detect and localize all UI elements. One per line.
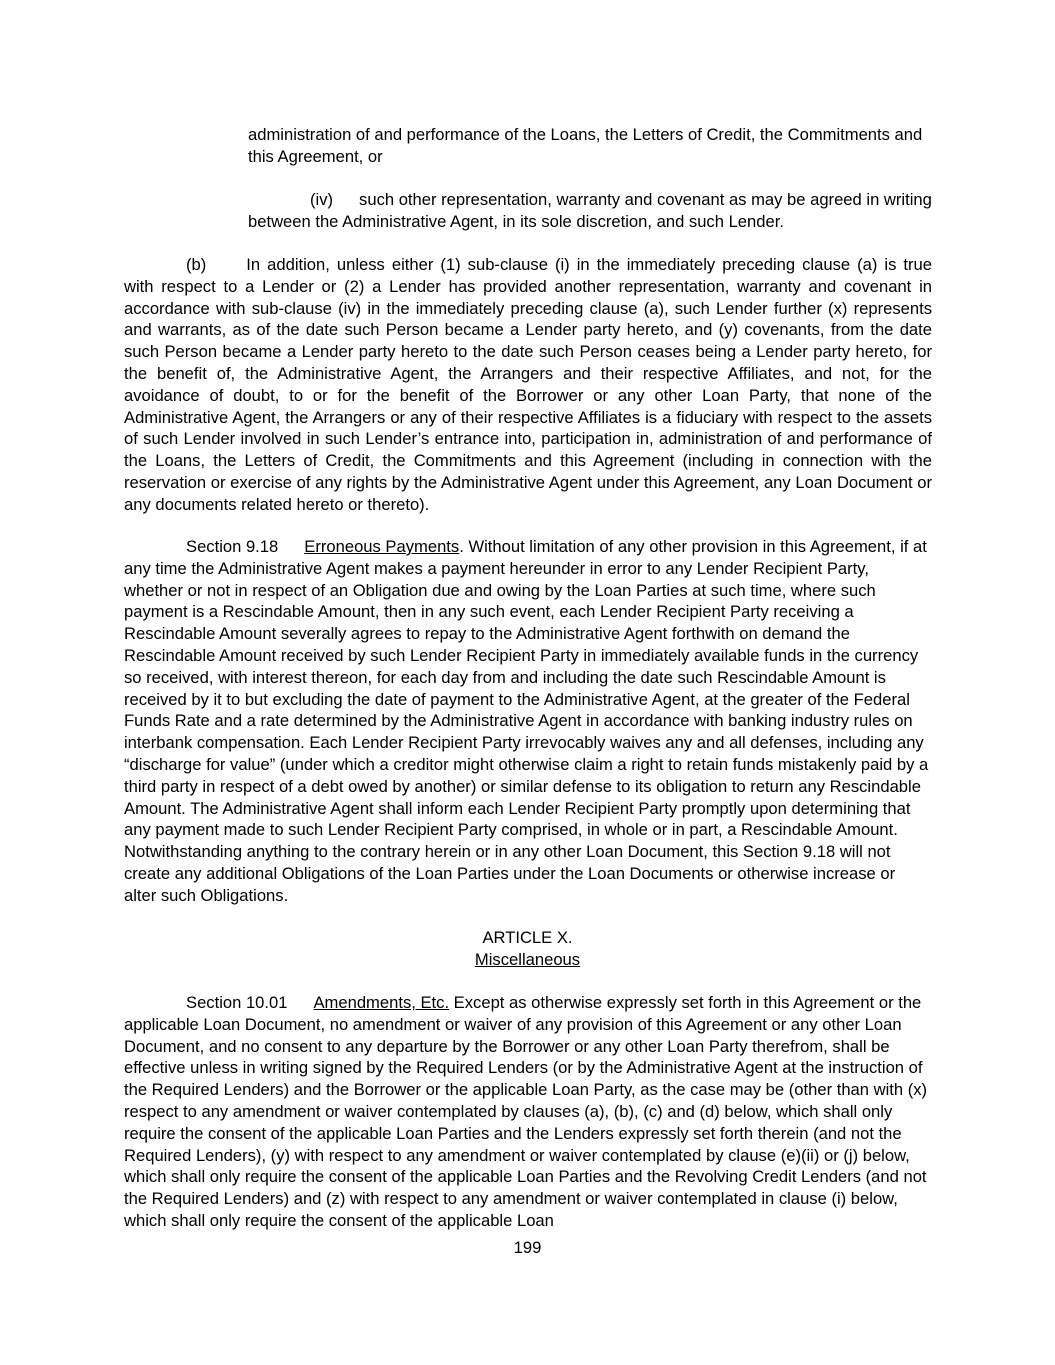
article-subtitle <box>0 949 1055 971</box>
section-10-01-number: Section 10.01 <box>186 993 288 1012</box>
clause-iv-label: (iv) <box>310 190 334 209</box>
section-9-18-paragraph <box>124 536 932 907</box>
section-9-18-number: Section 9.18 <box>186 537 279 556</box>
section-9-18-text: . Without limitation of any other provision in this Agreement, if at any time the Administrative Agent makes a payment hereunder in error to any Lender Recipient Party, whether or not in respect of an Obligation due and owing by the Loan Parties at such time, where such payment is a Rescindable Amount, then in any such event, each Lender Recipient Party receiving a Rescindable Amount severally agrees to repay to the Administrative Agent forthwith on demand the Rescindable Amount received by such Lender Recipient Party in immediately available funds in the currency so received, with interest thereon, for each day from and including the date such Rescindable Amount is received by it to but excluding the date of payment to the Administrative Agent, at the greater of the Federal Funds Rate and a rate determined by the Administrative Agent in accordance with banking industry rules on interbank compensation. Each Lender Recipient Party irrevocably waives any and all defenses, including any “discharge for value” (under which a creditor might otherwise claim a right to retain funds mistakenly paid by a third party in respect of a debt owed by another) or similar defense to its obligation to return any Rescindable Amount. The Administrative Agent shall inform each Lender Recipient Party promptly upon determining that any payment made to such Lender Recipient Party comprised, in whole or in part, a Rescindable Amount. Notwithstanding anything to the contrary herein or in any other Loan Document, this Section 9.18 will not create any additional Obligations of the Loan Parties under the Loan Documents or otherwise increase or alter such Obligations. <box>124 537 929 905</box>
clause-b-text: In addition, unless either (1) sub-clause (i) in the immediately preceding clause (a) is true with respect to a Lender or (2) a Lender has provided another representation, warranty and covenant in accordance with sub-clause (iv) in the immediately preceding clause (a), such Lender further (x) represents and warrants, as of the date such Person became a Lender party hereto, and (y) covenants, from the date such Person became a Lender party hereto to the date such Person ceases being a Lender party hereto, for the benefit of, the Administrative Agent, the Arrangers and their respective Affiliates, and not, for the avoidance of doubt, to or for the benefit of the Borrower or any other Loan Party, that none of the Administrative Agent, the Arrangers or any of their respective Affiliates is a fiduciary with respect to the assets of such Lender involved in such Lender’s entrance into, participation in, administration of and performance of the Loans, the Letters of Credit, the Commitments and this Agreement (including in connection with the reservation or exercise of any rights by the Administrative Agent under this Agreement, any Loan Document or any documents related hereto or thereto). <box>124 255 932 514</box>
section-10-01-heading: Amendments, Etc. <box>313 993 450 1012</box>
section-10-01-paragraph <box>124 992 932 1232</box>
section-9-18-heading: Erroneous Payments <box>304 537 460 556</box>
clause-b-paragraph <box>124 254 932 516</box>
article-title: ARTICLE X. <box>482 928 573 947</box>
clause-iv-text: such other representation, warranty and covenant as may be agreed in writing between the Administrative Agent, in its sole discretion, and such Lender. <box>248 190 932 231</box>
page-number: 199 <box>513 1238 542 1257</box>
article-subtitle-text: Miscellaneous <box>474 950 581 969</box>
clause-iv-paragraph <box>248 189 932 233</box>
clause-iii-continuation: administration of and performance of the Loans, the Letters of Credit, the Commitments and this Agreement, or <box>248 125 923 166</box>
clause-b-label: (b) <box>186 255 207 274</box>
section-10-01-text: Except as otherwise expressly set forth in this Agreement or the applicable Loan Document, no amendment or waiver of any provision of this Agreement or any other Loan Document, and no consent to any departure by the Borrower or any other Loan Party therefrom, shall be effective unless in writing signed by the Required Lenders (or by the Administrative Agent at the instruction of the Required Lenders) and the Borrower or the applicable Loan Party, as the case may be (other than with (x) respect to any amendment or waiver contemplated by clauses (a), (b), (c) and (d) below, which shall only require the consent of the applicable Loan Parties and the Lenders expressly set forth therein (and not the Required Lenders), (y) with respect to any amendment or waiver contemplated by clause (e)(ii) or (j) below, which shall only require the consent of the applicable Loan Parties and the Revolving Credit Lenders (and not the Required Lenders) and (z) with respect to any amendment or waiver contemplated in clause (i) below, which shall only require the consent of the applicable Loan <box>124 993 928 1230</box>
